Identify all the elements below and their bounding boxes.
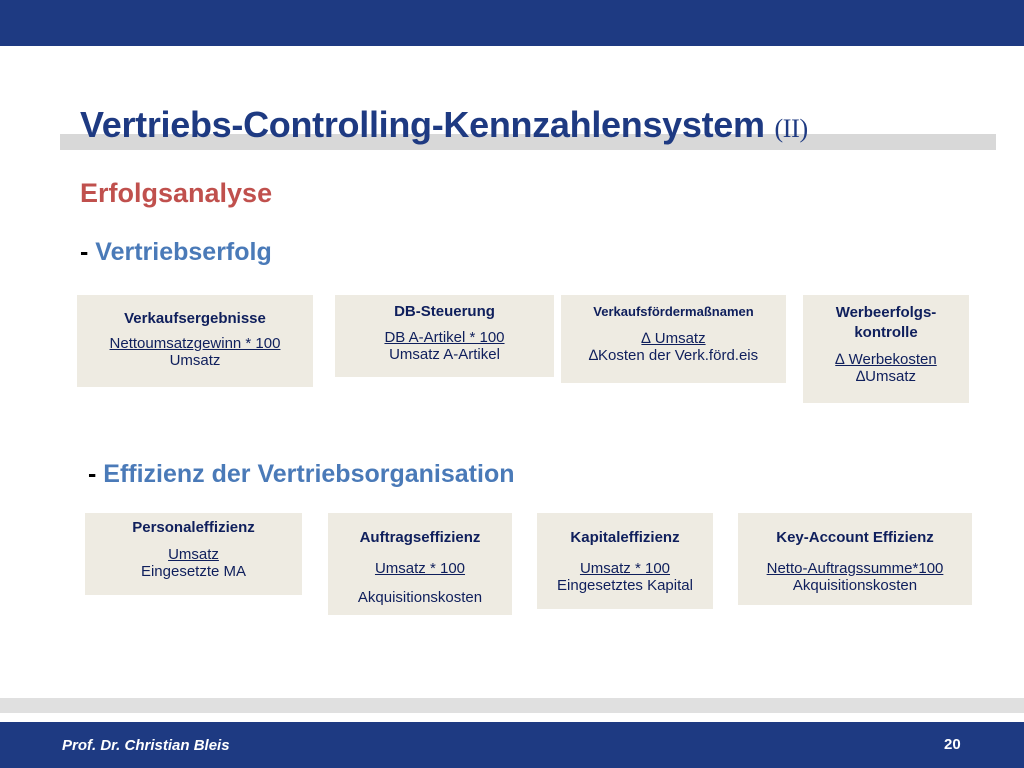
kpi-box-denominator: ∆Kosten der Verk.förd.eis: [588, 347, 759, 364]
kpi-box-kapitaleffizienz: [537, 513, 713, 609]
section-label: Effizienz der Vertriebsorganisation: [103, 460, 515, 488]
kpi-box-title: Auftragseffizienz: [359, 529, 481, 546]
kpi-box-werbeerfolgskontrolle: [803, 295, 969, 403]
kpi-box-db-steuerung: [335, 295, 554, 377]
kpi-box-numerator: DB A-Artikel * 100: [384, 329, 505, 346]
kpi-box-title: Kapitaleffizienz: [570, 529, 680, 546]
kpi-box-numerator: Umsatz * 100: [579, 560, 671, 577]
kpi-box-denominator: Akquisitionskosten: [357, 589, 483, 606]
section-label: Vertriebserfolg: [95, 238, 272, 266]
kpi-box-title: Personaleffizienz: [132, 519, 255, 536]
section-dash: -: [80, 238, 89, 266]
kpi-box-title: Verkaufsfördermaßnamen: [593, 304, 754, 319]
section-dash: -: [88, 460, 97, 488]
kpi-box-title: Werbeerfolgs-kontrolle: [835, 304, 937, 341]
kpi-box-numerator: Umsatz: [168, 546, 219, 563]
kpi-box-denominator: Eingesetzte MA: [140, 563, 247, 580]
header-bar: [0, 0, 1024, 46]
slide-title-text: Vertriebs-Controlling-Kennzahlensystem: [80, 104, 765, 145]
page-number: 20: [944, 736, 961, 753]
kpi-box-title: DB-Steuerung: [394, 303, 495, 320]
section-vertriebserfolg-heading: [80, 238, 272, 267]
kpi-box-numerator: Umsatz * 100: [374, 560, 466, 577]
section-effizienz-heading: [88, 460, 515, 489]
slide-title: [80, 104, 808, 146]
kpi-box-auftragseffizienz: [328, 513, 512, 615]
kpi-box-denominator: Umsatz A-Artikel: [389, 346, 500, 363]
kpi-box-denominator: ∆Umsatz: [855, 368, 916, 385]
kpi-box-numerator: Nettoumsatzgewinn * 100: [109, 335, 281, 352]
kpi-box-numerator: ∆ Umsatz: [641, 330, 706, 347]
slide-subtitle: Erfolgsanalyse: [80, 178, 273, 208]
footer-divider: [0, 698, 1024, 713]
footer-author: Prof. Dr. Christian Bleis: [62, 737, 230, 754]
kpi-box-denominator: Umsatz: [169, 352, 221, 369]
kpi-box-denominator: Akquisitionskosten: [792, 577, 918, 594]
kpi-box-personaleffizienz: [85, 513, 302, 595]
kpi-box-denominator: Eingesetztes Kapital: [557, 577, 693, 594]
kpi-box-numerator: ∆ Werbekosten: [835, 351, 937, 368]
kpi-box-title: Key-Account Effizienz: [776, 529, 934, 546]
kpi-box-verkaufsergebnisse: [77, 295, 313, 387]
kpi-box-numerator: Netto-Auftragssumme*100: [766, 560, 944, 577]
kpi-box-verkaufsfoerdermassnamen: [561, 295, 786, 383]
kpi-box-title: Verkaufsergebnisse: [124, 310, 266, 327]
slide-title-suffix: (II): [774, 114, 808, 143]
kpi-box-key-account-effizienz: [738, 513, 972, 605]
